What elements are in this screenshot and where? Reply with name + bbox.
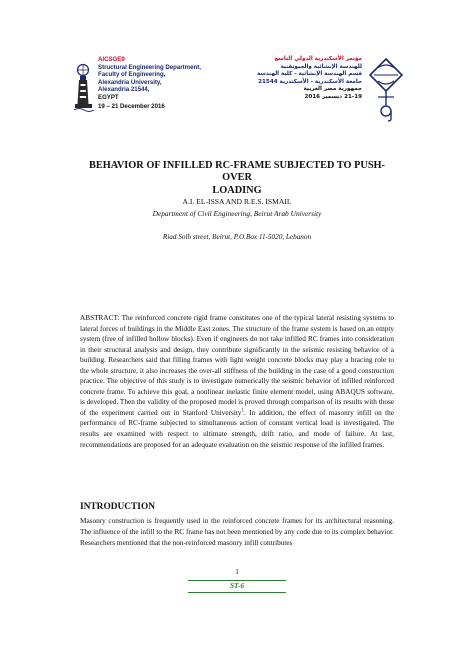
introduction-paragraph: Masonry construction is frequently used in the reinforced concrete frames for its architectural reasoning. The influence of the infill to the RC frame has not been mentioned by any code due to its complex behavior. Researchers mentioned that the non-reinforced masonry infill contributes <box>80 517 394 547</box>
page-number: 1 <box>235 568 239 576</box>
footer-rule-bottom <box>188 592 286 593</box>
arabic-line: جامعة الأسكندرية - الأسكندرية 21544 <box>258 78 362 85</box>
arabic-line: جمهورية مصر العربية <box>303 86 362 93</box>
paper-title-line1: BEHAVIOR OF INFILLED RC-FRAME SUBJECTED TO PUSH-OVER <box>89 160 385 184</box>
arabic-line: مؤتمر الأسكندرية الدولي التاسع <box>274 56 362 62</box>
banner-arabic <box>244 56 362 102</box>
arabic-line: قسم الهندسة الإنشائية - كلية الهندسة <box>256 71 362 78</box>
paper-authors: A.I. EL-ISSA AND R.E.S. ISMAIL <box>182 197 292 206</box>
banner-english <box>98 56 243 110</box>
author-address: Riad Solh street, Beirut, P.O.Box 11-5020, Lebanon <box>162 233 312 241</box>
conference-code: AICSGE9 <box>98 56 125 63</box>
footer-section-code: ST-6 <box>229 581 245 590</box>
dept-line: Alexandria University, <box>98 78 162 86</box>
aicsge9-logo-icon <box>366 55 406 123</box>
conference-banner <box>74 55 404 125</box>
abstract-text-cont: . In addition, the effect of masonry infill on the performance of RC-frame subjected to simultaneous action of constant vertical load is investigated. The results are examined with respect to ultimate strength, drift ratio, and mode of failure. At last, recommendations are proposed for an adequate evaluation on the seismic response of the infilled frames. <box>80 408 395 449</box>
author-department: Department of Civil Engineering, Beirut Arab University <box>152 209 322 218</box>
footnote-marker: 1 <box>241 408 245 414</box>
dept-line: Alexandria 21544, <box>98 86 150 94</box>
lighthouse-logo-icon <box>74 59 96 113</box>
dept-line: Faculty of Engineering, <box>98 71 166 79</box>
paper-title <box>80 160 394 197</box>
conference-dates: 19 – 21 December 2016 <box>98 102 165 110</box>
arabic-line: 21-19 ديسمبر 2016 <box>304 93 362 100</box>
abstract-text: ABSTRACT: The reinforced concrete rigid frame constitutes one of the typical lateral resisting systems to lateral forces of buildings in the Middle East zones. The structure of the frame system is based on an empty system (free of infilled hollow blocks). Even if engineers do not take infilled RC frames into consideration in their structural analysis and design, they contribute significantly in the seismic resisting behavior of a building. Researchers said that filling frames with light weight concrete blocks may play a bracing role to the whole structure, it also increases the over-all stiffness of the building in the case of a good construction practice. The objective of this study is to investigate numerically the seismic behavior of infilled reinforced concrete frame. To achieve this goal, a nonlinear inelastic finite element model, using ABAQUS software, is developed. Then the validity of the proposed model is proved through comparison of its results with those of the experiment carried out in Stanford University <box>80 314 394 417</box>
section-heading-introduction: INTRODUCTION <box>80 502 156 512</box>
paper-title-line2: LOADING <box>212 184 262 196</box>
country: EGYPT <box>98 93 119 101</box>
arabic-line: للهندسة الإنشائية والجيوتقنية <box>280 63 362 70</box>
abstract-paragraph <box>80 313 394 450</box>
dept-line: Structural Engineering Department, <box>98 63 201 71</box>
